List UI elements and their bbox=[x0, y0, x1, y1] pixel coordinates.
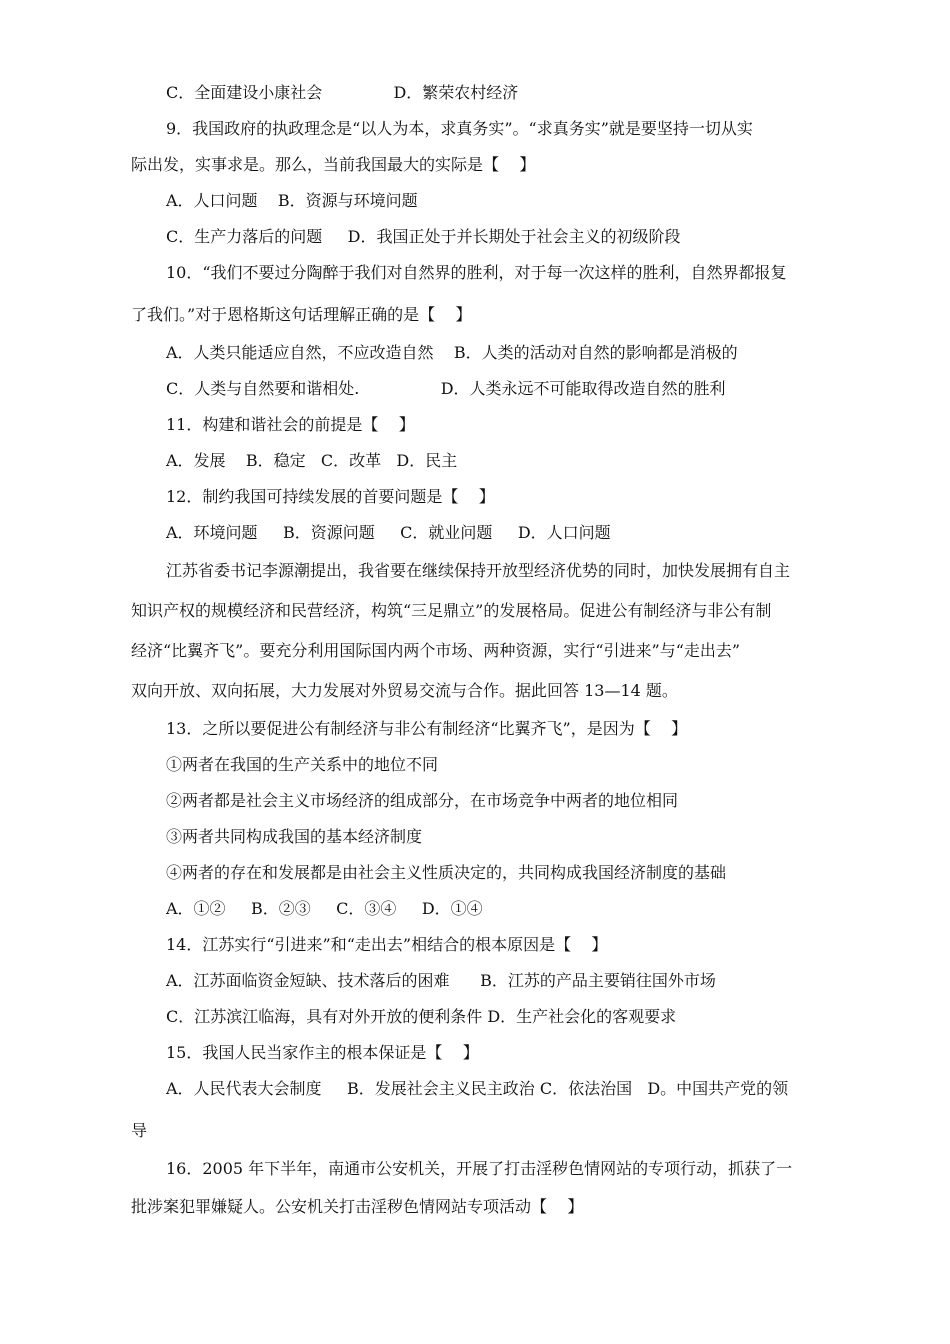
question-13-item-4: ④两者的存在和发展都是由社会主义性质决定的，共同构成我国经济制度的基础 bbox=[166, 863, 727, 882]
question-13-item-1: ①两者在我国的生产关系中的地位不同 bbox=[166, 755, 439, 774]
passage-line-4: 双向开放、双向拓展，大力发展对外贸易交流与合作。据此回答 13—14 题。 bbox=[131, 681, 678, 700]
question-9-line-1: 9．我国政府的执政理念是“以人为本，求真务实”。“求真务实”就是要坚持一切从实 bbox=[166, 119, 753, 138]
question-9-line-2: 际出发，实事求是。那么，当前我国最大的实际是【 】 bbox=[131, 155, 536, 174]
question-14-options-ab: A．江苏面临资金短缺、技术落后的困难 B．江苏的产品主要销往国外市场 bbox=[166, 971, 716, 990]
question-13-options: A．①② B．②③ C．③④ D．①④ bbox=[166, 899, 483, 918]
question-14-options-cd: C．江苏滨江临海，具有对外开放的便利条件 D．生产社会化的客观要求 bbox=[166, 1007, 677, 1026]
question-12: 12．制约我国可持续发展的首要问题是【 】 bbox=[166, 487, 495, 506]
passage-line-2: 知识产权的规模经济和民营经济，构筑“三足鼎立”的发展格局。促进公有制经济与非公有制 bbox=[131, 601, 772, 620]
question-10-line-2: 了我们。”对于恩格斯这句话理解正确的是【 】 bbox=[131, 305, 472, 324]
question-13: 13．之所以要促进公有制经济与非公有制经济“比翼齐飞”，是因为【 】 bbox=[166, 719, 688, 738]
question-11: 11．构建和谐社会的前提是【 】 bbox=[166, 415, 415, 434]
option-line-8cd: C．全面建设小康社会 D．繁荣农村经济 bbox=[166, 83, 519, 102]
passage-line-1: 江苏省委书记李源潮提出，我省要在继续保持开放型经济优势的同时，加快发展拥有自主 bbox=[166, 561, 791, 580]
question-9-options-cd: C．生产力落后的问题 D．我国正处于并长期处于社会主义的初级阶段 bbox=[166, 227, 681, 246]
question-9-options-ab: A．人口问题 B．资源与环境问题 bbox=[166, 191, 418, 210]
question-14: 14．江苏实行“引进来”和“走出去”相结合的根本原因是【 】 bbox=[166, 935, 608, 954]
question-10-options-ab: A．人类只能适应自然，不应改造自然 B．人类的活动对自然的影响都是消极的 bbox=[166, 343, 738, 362]
question-16-line-1: 16．2005 年下半年，南通市公安机关，开展了打击淫秽色情网站的专项行动，抓获了一 bbox=[166, 1159, 793, 1178]
question-16-line-2: 批涉案犯罪嫌疑人。公安机关打击淫秽色情网站专项活动【 】 bbox=[131, 1197, 584, 1216]
question-13-item-2: ②两者都是社会主义市场经济的组成部分，在市场竞争中两者的地位相同 bbox=[166, 791, 679, 810]
passage-line-3: 经济“比翼齐飞”。要充分利用国际国内两个市场、两种资源，实行“引进来”与“走出去” bbox=[131, 641, 741, 660]
question-13-item-3: ③两者共同构成我国的基本经济制度 bbox=[166, 827, 423, 846]
question-11-options: A．发展 B．稳定 C．改革 D．民主 bbox=[166, 451, 458, 470]
question-12-options: A．环境问题 B．资源问题 C．就业问题 D．人口问题 bbox=[166, 523, 611, 542]
question-15-options-wrap: 导 bbox=[131, 1121, 148, 1140]
question-15: 15．我国人民当家作主的根本保证是【 】 bbox=[166, 1043, 479, 1062]
question-10-options-cd: C．人类与自然要和谐相处. D．人类永远不可能取得改造自然的胜利 bbox=[166, 379, 726, 398]
question-10-line-1: 10．“我们不要过分陶醉于我们对自然界的胜利，对于每一次这样的胜利，自然界都报复 bbox=[166, 263, 787, 282]
question-15-options: A．人民代表大会制度 B．发展社会主义民主政治 C．依法治国 D。中国共产党的领 bbox=[166, 1079, 789, 1098]
